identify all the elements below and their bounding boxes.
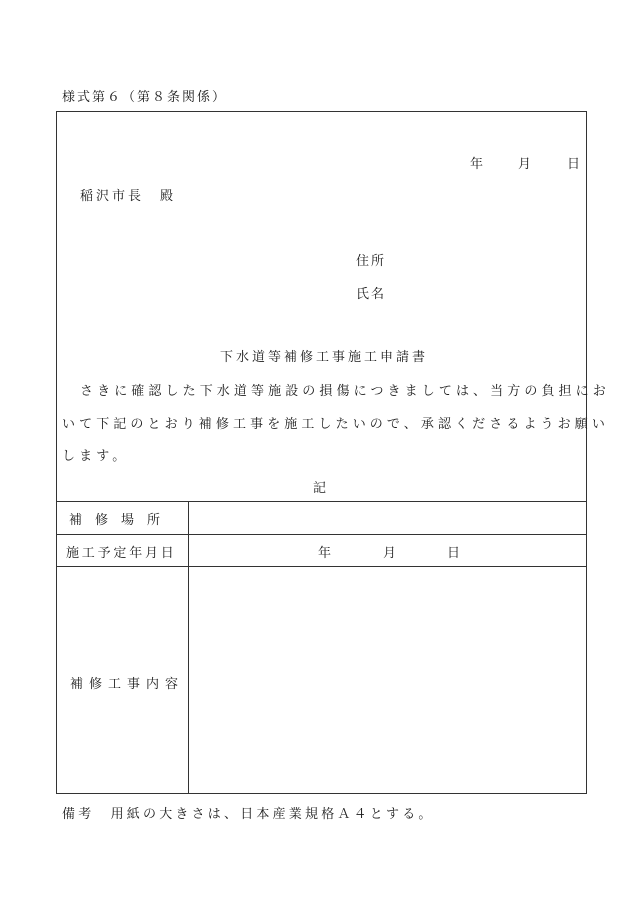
ki-heading: 記 bbox=[313, 481, 327, 496]
body-text-line: します。 bbox=[62, 449, 130, 464]
form-number-label: 様式第６（第８条関係） bbox=[62, 90, 228, 105]
table-column-divider bbox=[188, 501, 189, 794]
applicant-name-label: 氏名 bbox=[356, 287, 387, 302]
scheduled-date-day: 日 bbox=[447, 546, 461, 561]
scheduled-date-label: 施工予定年月日 bbox=[66, 546, 177, 561]
document-title: 下水道等補修工事施工申請書 bbox=[220, 350, 429, 365]
scheduled-date-year: 年 bbox=[318, 546, 332, 561]
scheduled-date-month: 月 bbox=[383, 546, 397, 561]
repair-location-label: 補修場所 bbox=[69, 513, 174, 528]
table-row-divider bbox=[56, 566, 587, 567]
date-month-label: 月 bbox=[518, 157, 532, 172]
remarks-note: 備考 用紙の大きさは、日本産業規格Ａ４とする。 bbox=[62, 807, 435, 822]
table-top-border bbox=[56, 501, 587, 502]
body-text-line: さきに確認した下水道等施設の損傷につきましては、当方の負担にお bbox=[80, 384, 610, 399]
table-row-divider bbox=[56, 534, 587, 535]
addressee: 稲沢市長 殿 bbox=[80, 189, 177, 204]
date-year-label: 年 bbox=[470, 157, 484, 172]
repair-work-content-label: 補修工事内容 bbox=[70, 677, 185, 692]
applicant-address-label: 住所 bbox=[356, 254, 387, 269]
body-text-line: いて下記のとおり補修工事を施工したいので、承認くださるようお願い bbox=[62, 417, 609, 432]
date-day-label: 日 bbox=[567, 157, 581, 172]
